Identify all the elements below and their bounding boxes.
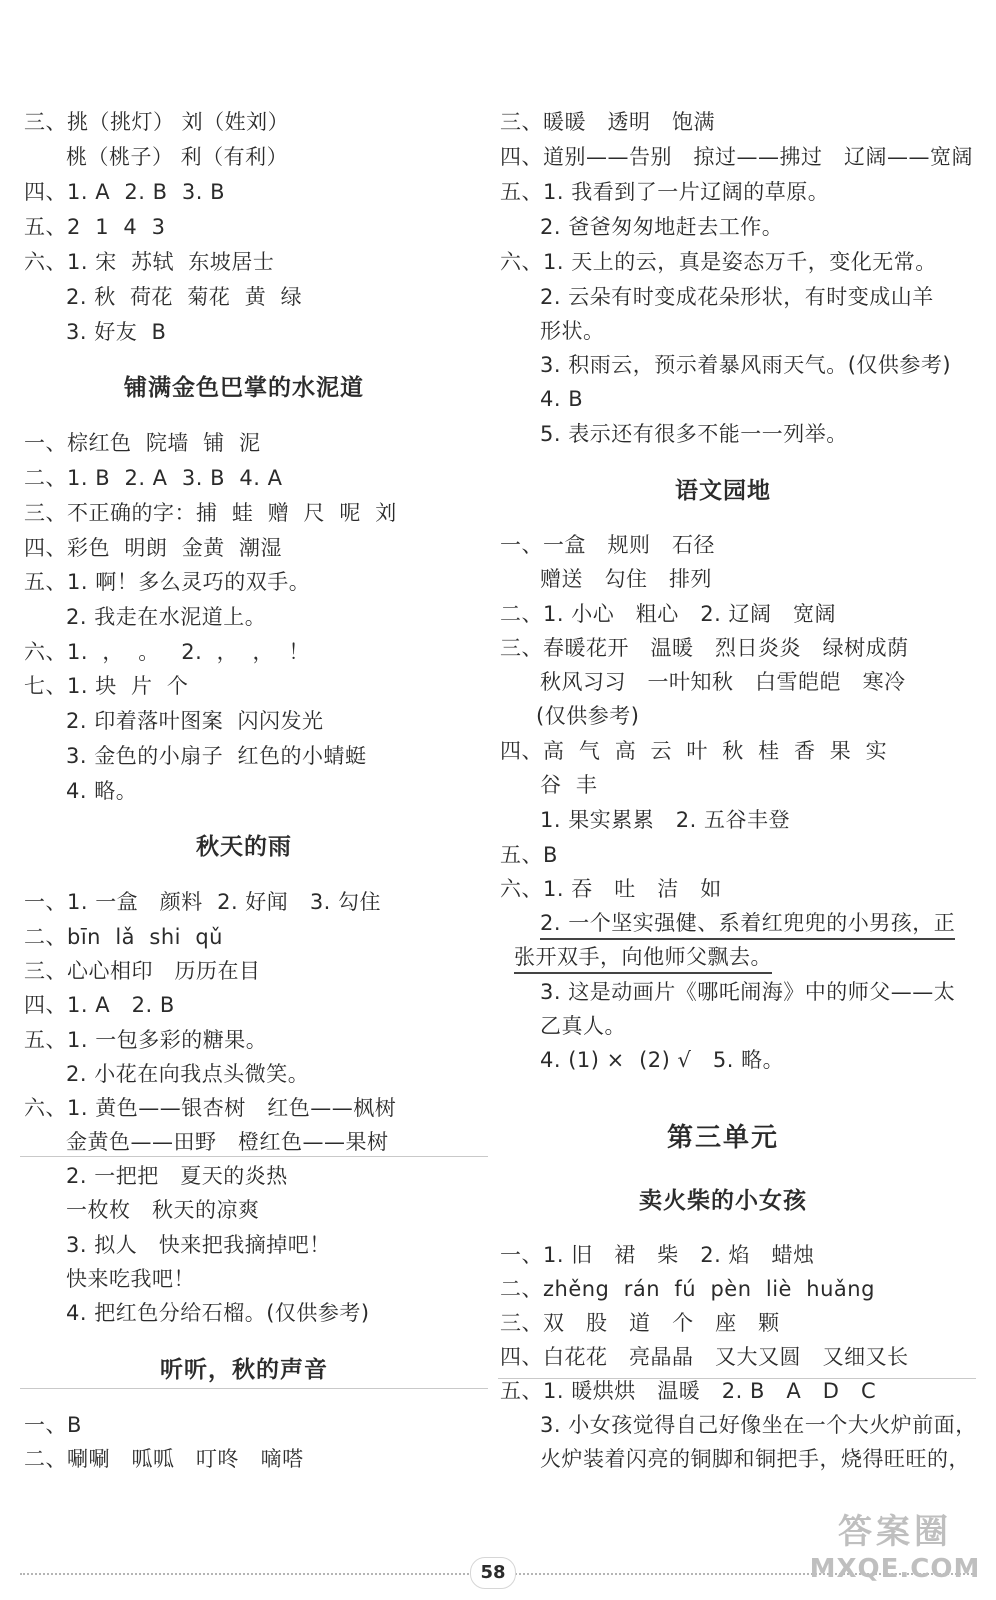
answer-line: 二、唰唰 呱呱 叮咚 嘀嗒 [24,1447,304,1471]
answer-line: 4. (1) × (2) √ 5. 略。 [540,1048,785,1072]
answer-line: 乙真人。 [540,1014,626,1038]
answer-line: 七、1. 块 片 个 [24,674,189,698]
answer-line: 2. 一把把 夏天的炎热 [66,1164,288,1188]
divider [20,1388,488,1389]
answer-line: (仅供参考) [536,704,640,728]
answer-line: 1. 果实累累 2. 五谷丰登 [540,808,790,832]
answer-line: 3. 小女孩觉得自己好像坐在一个大火炉前面， [540,1413,977,1437]
answer-line: 三、春暖花开 温暖 烈日炎炎 绿树成荫 [500,636,909,660]
answer-line: 2. 我走在水泥道上。 [66,605,267,629]
answer-line: 2. 秋 荷花 菊花 黄 绿 [66,285,303,309]
answer-line: 一、棕红色 院墙 铺 泥 [24,431,261,455]
answer-line: 4. 略。 [66,779,138,803]
answer-line: 三、双 股 道 个 座 颗 [500,1311,780,1335]
answer-line: 二、zhěng rán fú pèn liè huǎng [500,1277,875,1301]
answer-line: 2. 小花在向我点头微笑。 [66,1062,310,1086]
answer-line: 一枚枚 秋天的凉爽 [66,1198,260,1222]
answer-line: 四、高 气 高 云 叶 秋 桂 香 果 实 [500,739,888,763]
answer-line: 三、暖暖 透明 饱满 [500,110,716,134]
answer-line: 一、1. 一盒 颜料 2. 好闻 3. 勾住 [24,890,382,914]
answer-line: 二、bīn lǎ shi qǔ [24,925,223,949]
answer-line: 六、1. 天上的云，真是姿态万千，变化无常。 [500,250,937,274]
divider [20,1156,488,1157]
answer-line: 谷 丰 [540,773,598,797]
answer-line: 快来吃我吧！ [66,1267,195,1291]
answer-line: 3. 金色的小扇子 红色的小蜻蜓 [66,744,367,768]
answer-line: 3. 积雨云，预示着暴风雨天气。(仅供参考) [540,353,952,377]
underlined-answer-line: 2. 一个坚实强健、系着红兜兜的小男孩，正 [540,908,955,940]
answer-line: 3. 这是动画片《哪吒闹海》中的师父——太 [540,980,956,1004]
answer-line: 4. 把红色分给石榴。(仅供参考) [66,1301,370,1325]
answer-line: 2. 爸爸匆匆地赶去工作。 [540,215,784,239]
section-title: 听听，秋的声音 [160,1357,328,1383]
answer-line: 二、1. B 2. A 3. B 4. A [24,466,283,490]
answer-line: 金黄色——田野 橙红色——果树 [66,1130,389,1154]
answer-line: 五、2 1 4 3 [24,215,166,239]
watermark-text: 答案圈 [838,1512,952,1552]
answer-line: 四、1. A 2. B 3. B [24,180,226,204]
unit-title: 第三单元 [666,1123,779,1153]
answer-line: 秋风习习 一叶知秋 白雪皑皑 寒冷 [540,670,906,694]
answer-line: 2. 印着落叶图案 闪闪发光 [66,709,324,733]
answer-line: 赠送 勾住 排列 [540,567,713,591]
answer-line: 三、不正确的字：捕 蛙 赠 尺 呢 刘 [24,501,397,525]
section-title: 语文园地 [675,478,771,504]
section-title: 卖火柴的小女孩 [639,1188,807,1214]
section-title: 秋天的雨 [196,834,292,860]
answer-line: 形状。 [540,319,605,343]
answer-line: 六、1. 黄色——银杏树 红色——枫树 [24,1096,397,1120]
watermark-url: MXQE.COM [809,1554,981,1584]
answer-line: 四、1. A 2. B [24,993,175,1017]
answer-line: 二、1. 小心 粗心 2. 辽阔 宽阔 [500,602,836,626]
answer-line: 五、1. 啊！多么灵巧的双手。 [24,570,311,594]
answer-line: 5. 表示还有很多不能一一列举。 [540,422,848,446]
answer-line: 三、心心相印 历历在目 [24,959,261,983]
answer-line: 五、1. 我看到了一片辽阔的草原。 [500,180,830,204]
answer-line: 3. 拟人 快来把我摘掉吧！ [66,1233,331,1257]
answer-line: 3. 好友 B [66,320,167,344]
answer-line: 四、彩色 明朗 金黄 潮湿 [24,536,283,560]
answer-line: 一、B [24,1413,82,1437]
answer-line: 四、道别——告别 掠过——拂过 辽阔——宽阔 [500,145,974,169]
answer-line: 五、1. 暖烘烘 温暖 2. B A D C [500,1379,877,1403]
answer-line: 三、挑（挑灯） 刘（姓刘） [24,110,290,134]
answer-line: 一、一盒 规则 石径 [500,533,716,557]
answer-line: 桃（桃子） 利（有利） [66,145,289,169]
watermark-logo [800,1510,990,1600]
answer-line: 五、1. 一包多彩的糖果。 [24,1028,268,1052]
answer-line: 一、1. 旧 裙 柴 2. 焰 蜡烛 [500,1243,815,1267]
section-title: 铺满金色巴掌的水泥道 [124,375,364,401]
answer-line: 四、白花花 亮晶晶 又大又圆 又细又长 [500,1345,909,1369]
answer-line: 六、1. 宋 苏轼 东坡居士 [24,250,275,274]
page-number: 58 [470,1557,516,1589]
underlined-answer-line: 张开双手，向他师父飘去。 [514,942,772,974]
answer-line: 4. B [540,387,584,411]
answer-line: 五、B [500,843,558,867]
answer-line: 火炉装着闪亮的铜脚和铜把手，烧得旺旺的， [540,1447,970,1471]
answer-line: 六、1. 吞 吐 洁 如 [500,877,722,901]
answer-line: 六、1. ， 。 2. ， ， ！ [24,640,310,664]
answer-line: 2. 云朵有时变成花朵形状，有时变成山羊 [540,285,934,309]
